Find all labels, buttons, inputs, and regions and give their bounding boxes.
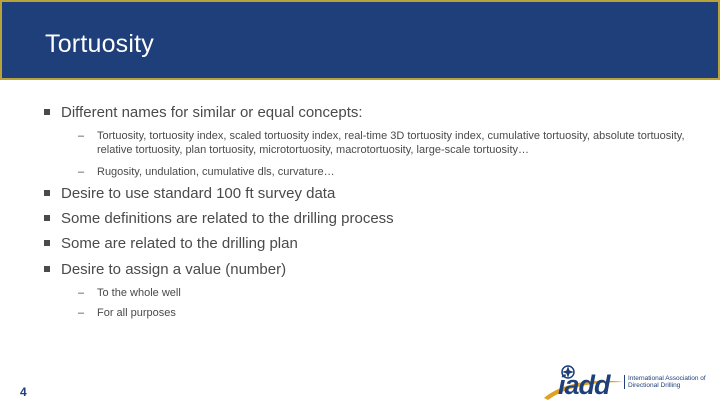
iadd-logo: [540, 362, 715, 402]
bullet-square-icon: [44, 190, 50, 196]
sub-bullet-dash: –: [78, 166, 85, 178]
sub-bullet-text: Tortuosity, tortuosity index, scaled tortuosity index, real-time 3D tortuosity index, cumulative tortuosity, absolute tortuosity, relative tortuosity, plan tortuosity, microtortuosity, macrotortuosity, large-scale tortuosity…: [97, 130, 685, 156]
bullet-text: Some are related to the drilling plan: [61, 235, 298, 252]
bullet-square-icon: [44, 109, 50, 115]
sub-bullet-dash: –: [78, 307, 85, 319]
bullet-square-icon: [44, 215, 50, 221]
sub-bullet-dash: –: [78, 130, 85, 142]
logo-org-name: International Association of Directional Drilling: [624, 375, 716, 389]
bullet-square-icon: [44, 240, 50, 246]
page-number: 4: [20, 385, 27, 399]
sub-bullet-text: To the whole well: [97, 287, 181, 299]
sub-bullet-text: For all purposes: [97, 307, 176, 319]
slide-title: Tortuosity: [45, 30, 154, 58]
bullet-text: Desire to assign a value (number): [61, 261, 287, 278]
bullet-square-icon: [44, 266, 50, 272]
sub-bullet-dash: –: [78, 287, 85, 299]
bullet-text: Desire to use standard 100 ft survey data: [61, 185, 336, 202]
sub-bullet-text: Rugosity, undulation, cumulative dls, curvature…: [97, 166, 335, 178]
bullet-text: Some definitions are related to the drilling process: [61, 210, 394, 227]
logo-wordmark: iadd: [558, 370, 610, 400]
bullet-text: Different names for similar or equal concepts:: [61, 104, 363, 121]
